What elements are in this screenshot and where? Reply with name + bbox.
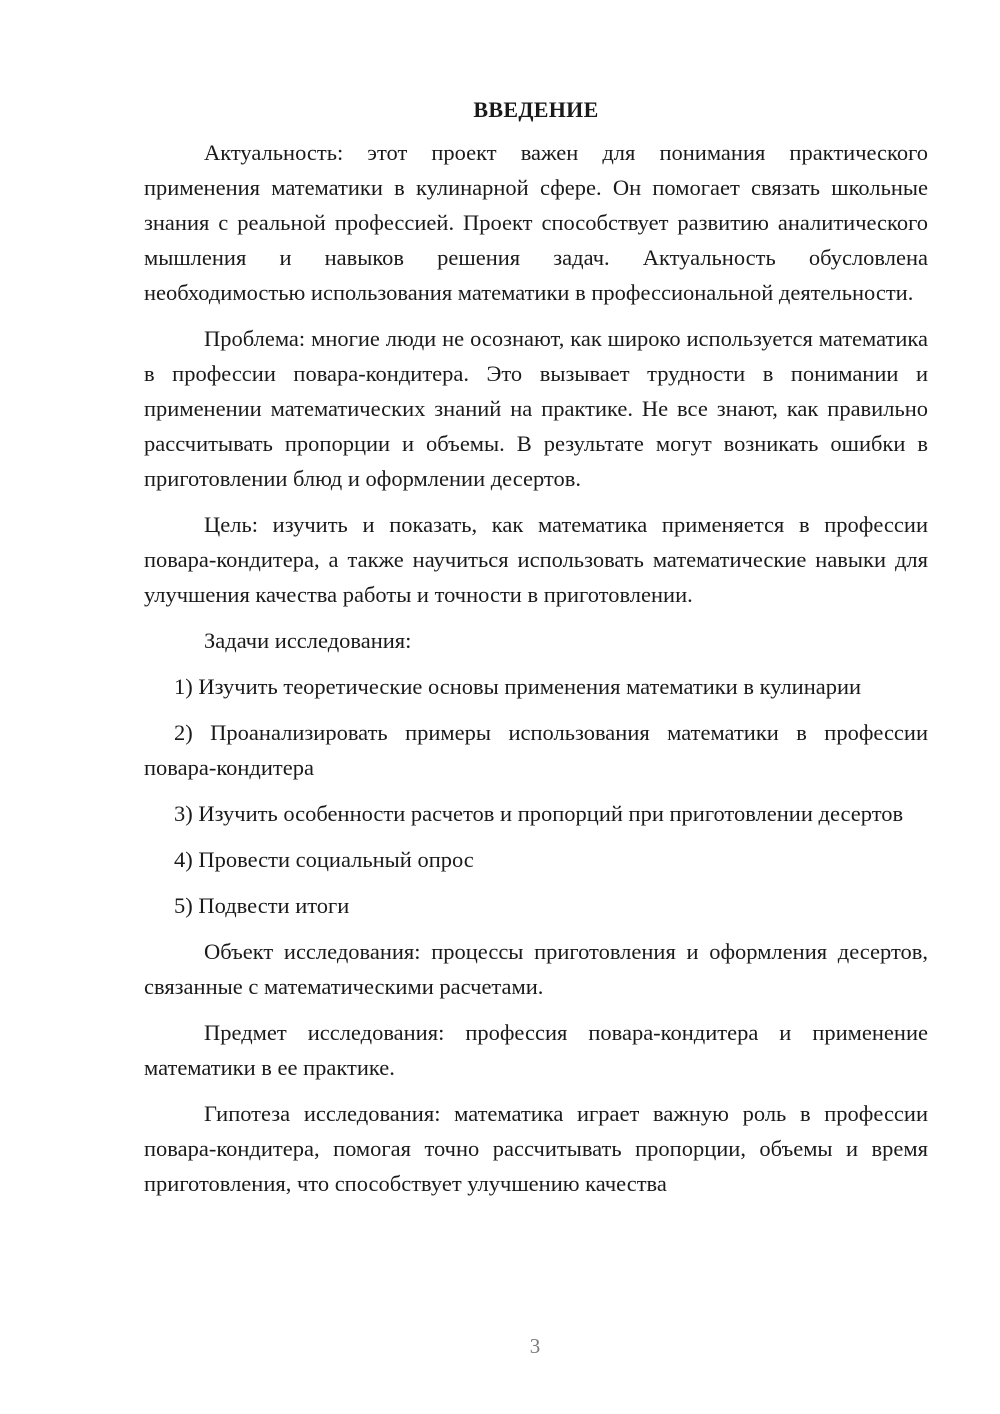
paragraph-goal: Цель: изучить и показать, как математика применяется в профессии повара-кондитера, а также научиться использовать математические навыки для улучшения качества работы и точности в приготовлении.	[144, 512, 928, 607]
paragraph-problem: Проблема: многие люди не осознают, как широко используется математика в профессии повара-кондитера. Это вызывает трудности в понимании и применении математических знаний на практике. Не все знают, как правильно рассчитывать пропорции и объемы. В результате могут возникать ошибки в приготовлении блюд и оформлении десертов.	[144, 326, 928, 491]
task-item-3: 3) Изучить особенности расчетов и пропорций при приготовлении десертов	[174, 801, 904, 826]
document-page	[144, 92, 928, 1212]
task-item-5: 5) Подвести итоги	[174, 893, 350, 918]
task-item-4: 4) Провести социальный опрос	[174, 847, 474, 872]
paragraph-object: Объект исследования: процессы приготовления и оформления десертов, связанные с математическими расчетами.	[144, 939, 928, 999]
tasks-heading: Задачи исследования:	[204, 628, 412, 653]
task-item-2: 2) Проанализировать примеры использования математики в профессии повара-кондитера	[144, 720, 928, 780]
task-item-1: 1) Изучить теоретические основы применения математики в кулинарии	[174, 674, 862, 699]
paragraph-subject: Предмет исследования: профессия повара-кондитера и применение математики в ее практике.	[144, 1020, 928, 1080]
paragraph-relevance: Актуальность: этот проект важен для понимания практического применения математики в кулинарной сфере. Он помогает связать школьные знания с реальной профессией. Проект способствует развитию аналитического мышления и навыков решения задач. Актуальность обусловлена необходимостью использования математики в профессиональной деятельности.	[144, 140, 928, 305]
page-number: 3	[529, 1334, 541, 1358]
paragraph-hypothesis: Гипотеза исследования: математика играет важную роль в профессии повара-кондитера, помогая точно рассчитывать пропорции, объемы и время приготовления, что способствует улучшению качества	[144, 1101, 928, 1196]
page-title: ВВЕДЕНИЕ	[473, 97, 599, 122]
